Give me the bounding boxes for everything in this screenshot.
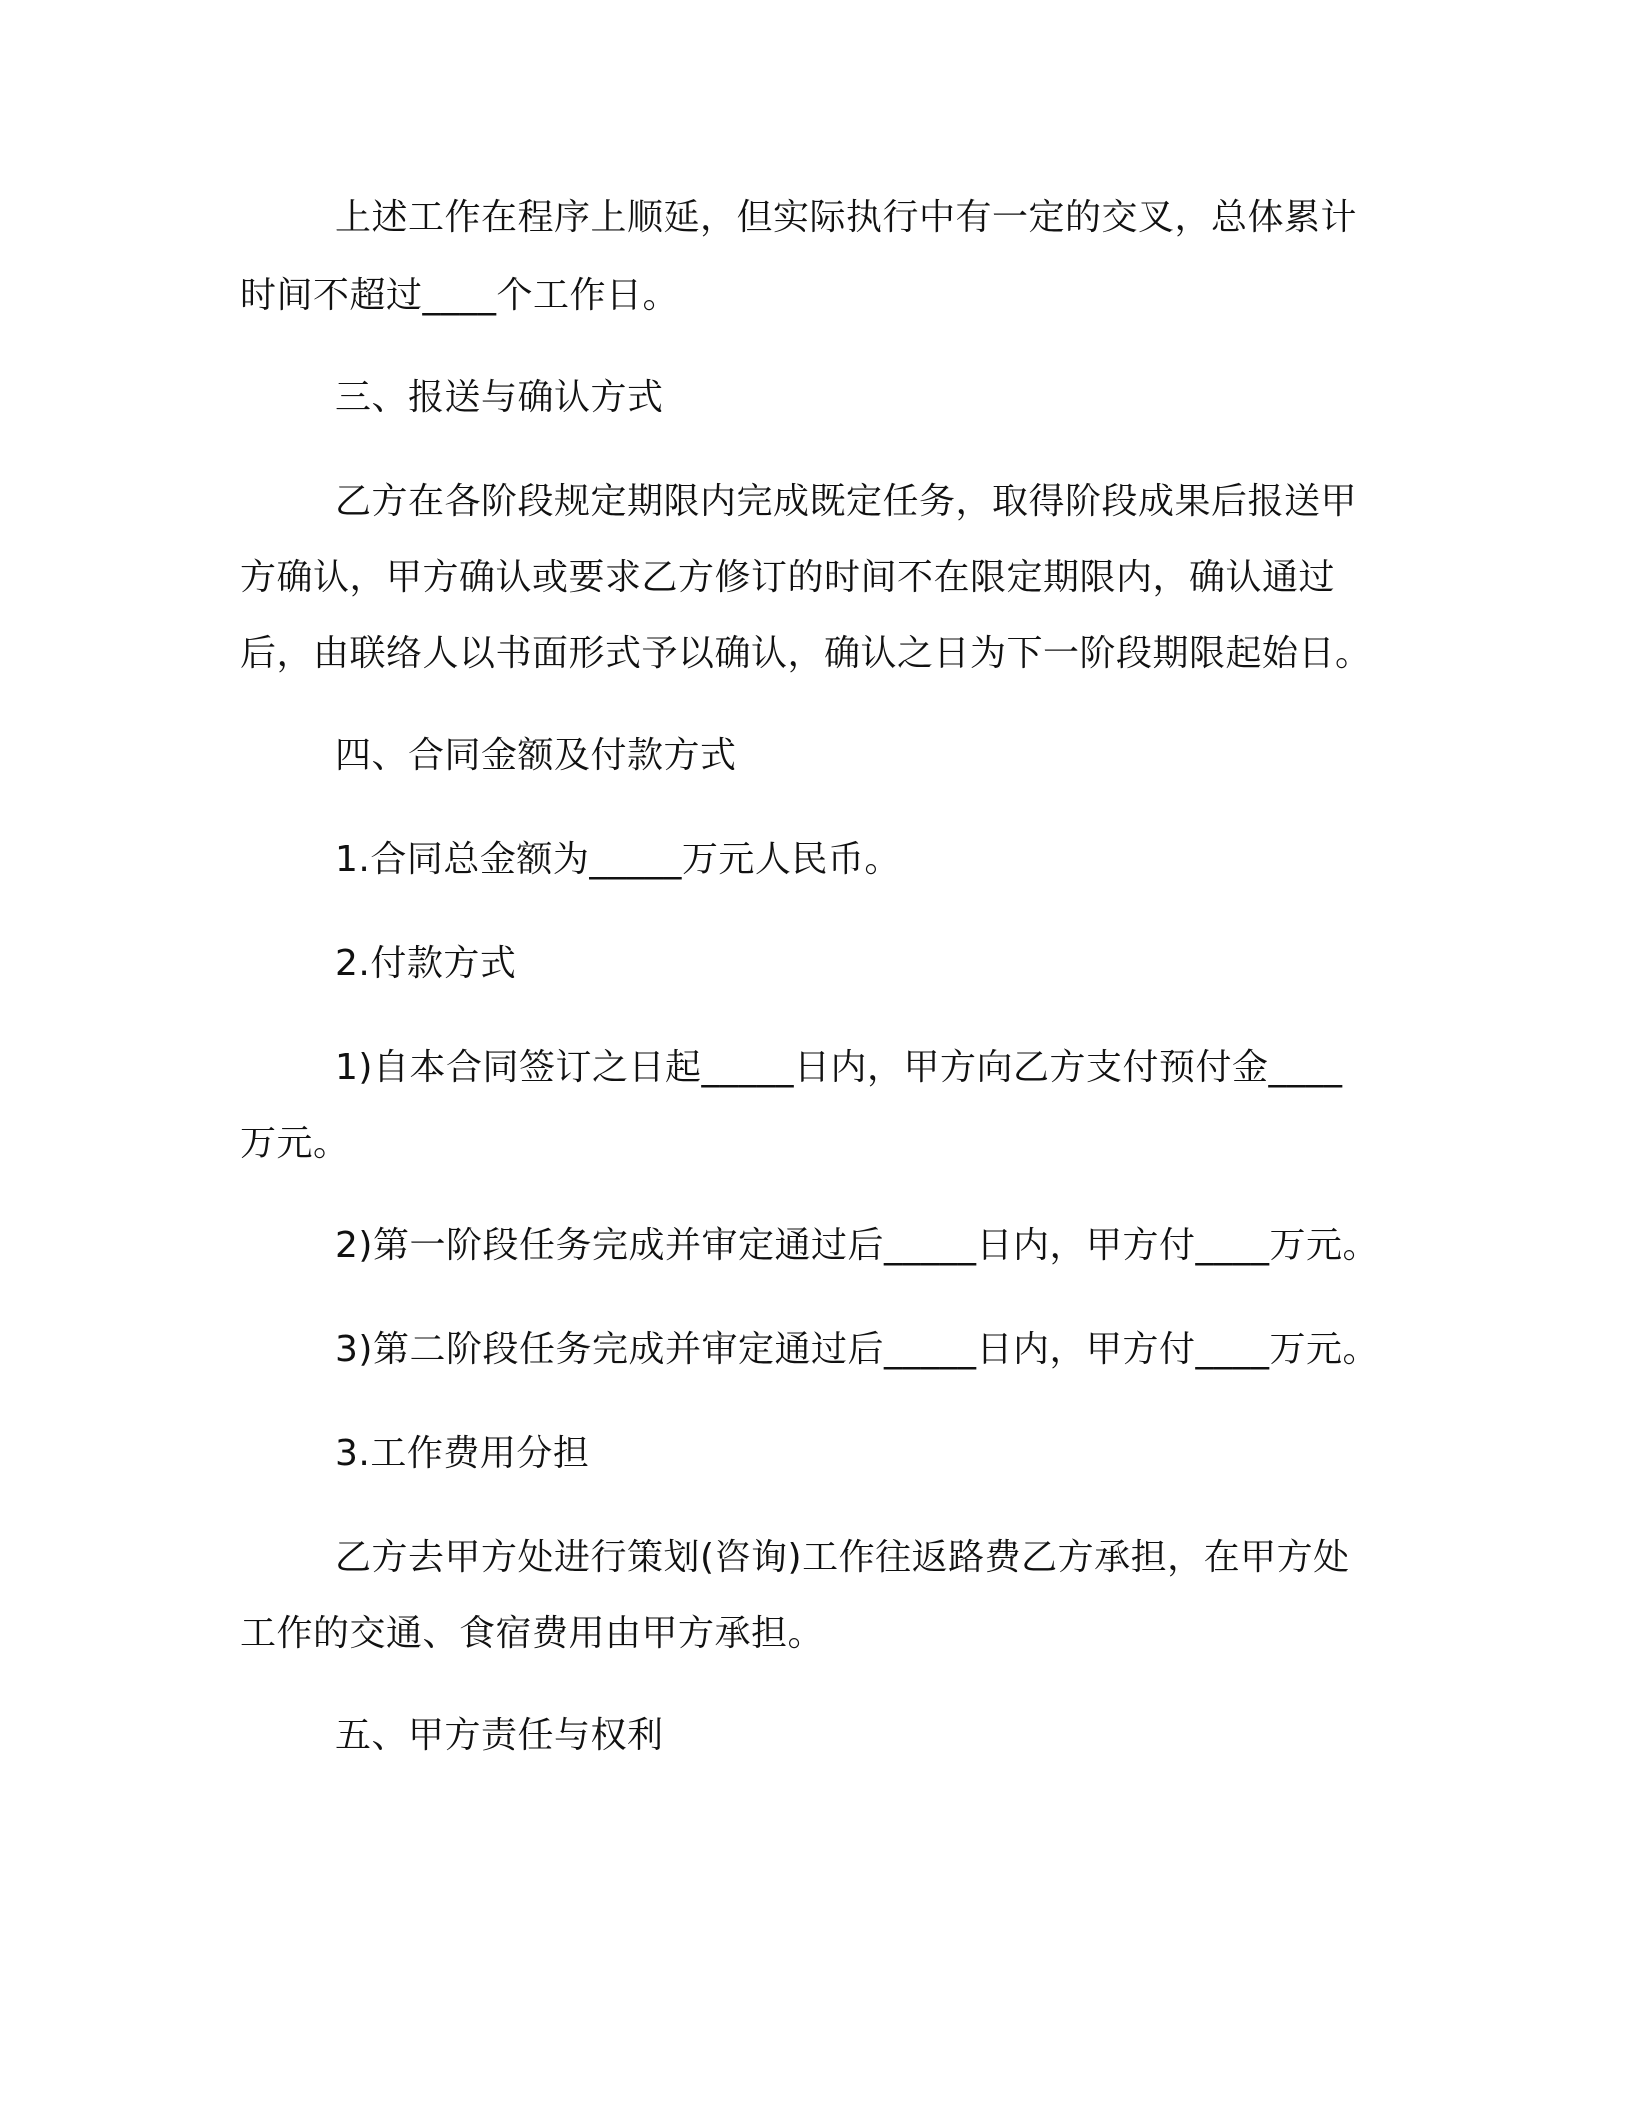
section-heading-5: 五、甲方责任与权利 bbox=[335, 1715, 664, 1756]
clause-total-amount: 1.合同总金额为_____万元人民币。 bbox=[335, 839, 901, 880]
paragraph-cost-line-1: 乙方去甲方处进行策划(咨询)工作往返路费乙方承担，在甲方处 bbox=[335, 1537, 1350, 1578]
section-heading-4: 四、合同金额及付款方式 bbox=[335, 735, 737, 776]
paragraph-schedule-line-2: 时间不超过____个工作日。 bbox=[240, 275, 680, 316]
payment-item-2: 2)第一阶段任务完成并审定通过后_____日内，甲方付____万元。 bbox=[335, 1225, 1379, 1266]
payment-item-1-line-2: 万元。 bbox=[240, 1123, 350, 1164]
payment-item-1-line-1: 1)自本合同签订之日起_____日内，甲方向乙方支付预付金____ bbox=[335, 1047, 1343, 1088]
paragraph-schedule-line-1: 上述工作在程序上顺延，但实际执行中有一定的交叉，总体累计 bbox=[335, 197, 1358, 238]
paragraph-confirm-line-2: 方确认，甲方确认或要求乙方修订的时间不在限定期限内，确认通过 bbox=[240, 557, 1336, 598]
paragraph-cost-line-2: 工作的交通、食宿费用由甲方承担。 bbox=[240, 1613, 825, 1654]
clause-cost-sharing: 3.工作费用分担 bbox=[335, 1433, 590, 1474]
paragraph-confirm-line-3: 后，由联络人以书面形式予以确认，确认之日为下一阶段期限起始日。 bbox=[240, 633, 1372, 674]
clause-payment-method: 2.付款方式 bbox=[335, 943, 517, 984]
paragraph-confirm-line-1: 乙方在各阶段规定期限内完成既定任务，取得阶段成果后报送甲 bbox=[335, 481, 1358, 522]
section-heading-3: 三、报送与确认方式 bbox=[335, 377, 664, 418]
payment-item-3: 3)第二阶段任务完成并审定通过后_____日内，甲方付____万元。 bbox=[335, 1329, 1379, 1370]
